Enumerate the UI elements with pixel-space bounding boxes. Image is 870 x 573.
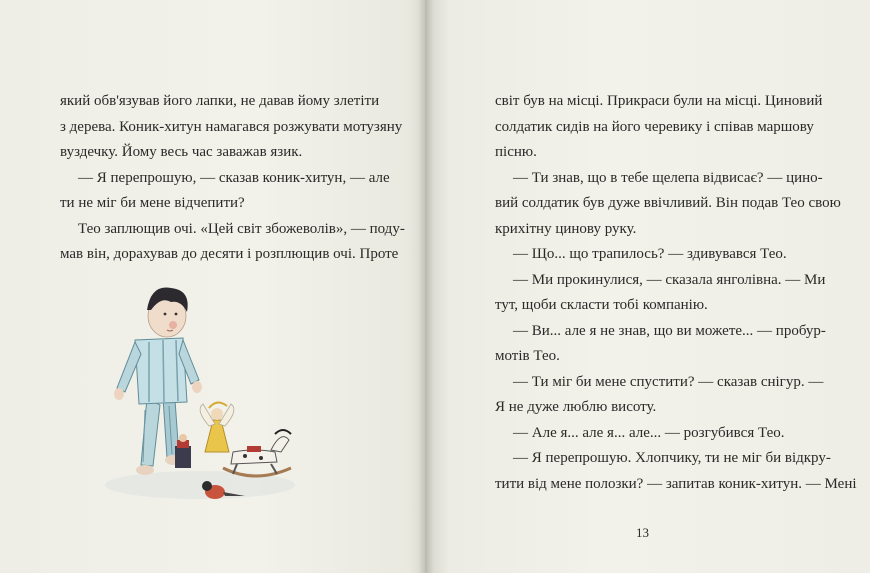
text-line: — Ми прокинулися, — сказала янголівна. — Ми xyxy=(513,272,826,288)
text-line: солдатик сидів на його черевику і співав маршову xyxy=(495,119,814,135)
boy-with-toys-illustration xyxy=(105,280,315,510)
text-line: пісню. xyxy=(495,144,537,160)
text-line: — Я перепрошую, — сказав коник-хитун, — але xyxy=(78,170,390,186)
text-line: Я не дуже люблю висоту. xyxy=(495,399,657,415)
text-line: вуздечку. Йому весь час заважав язик. xyxy=(60,144,303,160)
text-line: з дерева. Коник-хитун намагався розжувати мотузяну xyxy=(60,119,403,135)
text-line: — Але я... але я... але... — розгубився Тео. xyxy=(513,425,785,441)
text-line: крихітну цинову руку. xyxy=(495,221,637,237)
text-line: — Ти міг би мене спустити? — сказав снігур. — xyxy=(513,374,824,390)
text-line: тити від мене полозки? — запитав коник-хитун. — Мені xyxy=(495,476,857,492)
text-line: ти не міг би мене відчепити? xyxy=(60,195,245,211)
text-line: який обв'язував його лапки, не давав йому злетіти xyxy=(60,93,380,109)
text-line: Тео заплющив очі. «Цей світ збожеволів», — поду- xyxy=(78,221,405,237)
text-line: — Ти знав, що в тебе щелепа відвисає? — цино- xyxy=(513,170,823,186)
text-line: мав він, дорахував до десяти і розплющив очі. Проте xyxy=(60,246,399,262)
text-line: вий солдатик був дуже ввічливий. Він подав Тео свою xyxy=(495,195,841,211)
text-line: — Я перепрошую. Хлопчику, ти не міг би відкру- xyxy=(513,450,831,466)
text-line: — Ви... але я не знав, що ви можете... — пробур- xyxy=(513,323,826,339)
book-gutter xyxy=(418,0,434,573)
text-line: мотів Тео. xyxy=(495,348,560,364)
text-line: світ був на місці. Прикраси були на місці. Циновий xyxy=(495,93,823,109)
text-line: — Що... що трапилось? — здивувався Тео. xyxy=(513,246,787,262)
text-line: тут, щоби скласти тобі компанію. xyxy=(495,297,708,313)
page-number: 13 xyxy=(636,525,649,540)
